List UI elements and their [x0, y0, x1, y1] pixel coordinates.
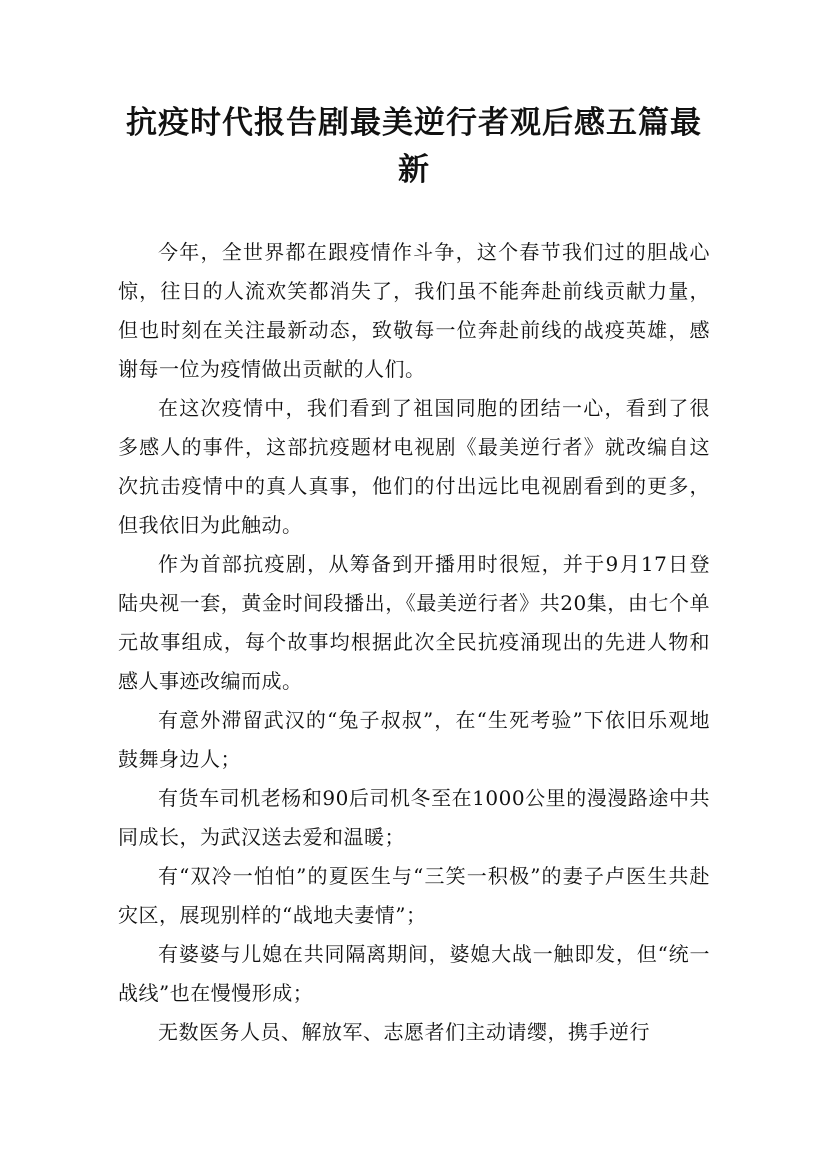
document-body — [118, 233, 710, 1052]
paragraph: 有“双冷一怕怕”的夏医生与“三笑一积极”的妻子卢医生共赴灾区，展现别样的“战地夫妻情”； — [118, 864, 710, 927]
paragraph: 作为首部抗疫剧，从筹备到开播用时很短，并于9月17日登陆央视一套，黄金时间段播出，《最美逆行者》共20集，由七个单元故事组成，每个故事均根据此次全民抗疫涌现出的先进人物和感人事迹改编而成。 — [118, 552, 710, 693]
paragraph: 在这次疫情中，我们看到了祖国同胞的团结一心，看到了很多感人的事件，这部抗疫题材电视剧《最美逆行者》就改编自这次抗击疫情中的真人真事，他们的付出远比电视剧看到的更多，但我依旧为此触动。 — [118, 396, 710, 537]
paragraph: 今年，全世界都在跟疫情作斗争，这个春节我们过的胆战心惊，往日的人流欢笑都消失了，我们虽不能奔赴前线贡献力量，但也时刻在关注最新动态，致敬每一位奔赴前线的战疫英雄，感谢每一位为疫情做出贡献的人们。 — [118, 240, 710, 381]
paragraph: 有货车司机老杨和90后司机冬至在1000公里的漫漫路途中共同成长，为武汉送去爱和温暖； — [118, 786, 710, 849]
page-title: 抗疫时代报告剧最美逆行者观后感五篇最新 — [126, 105, 702, 188]
paragraph: 有意外滞留武汉的“兔子叔叔”，在“生死考验”下依旧乐观地鼓舞身边人； — [118, 708, 710, 771]
paragraph: 无数医务人员、解放军、志愿者们主动请缨，携手逆行 — [158, 1020, 650, 1044]
paragraph: 有婆婆与儿媳在共同隔离期间，婆媳大战一触即发，但“统一战线”也在慢慢形成； — [118, 942, 710, 1005]
